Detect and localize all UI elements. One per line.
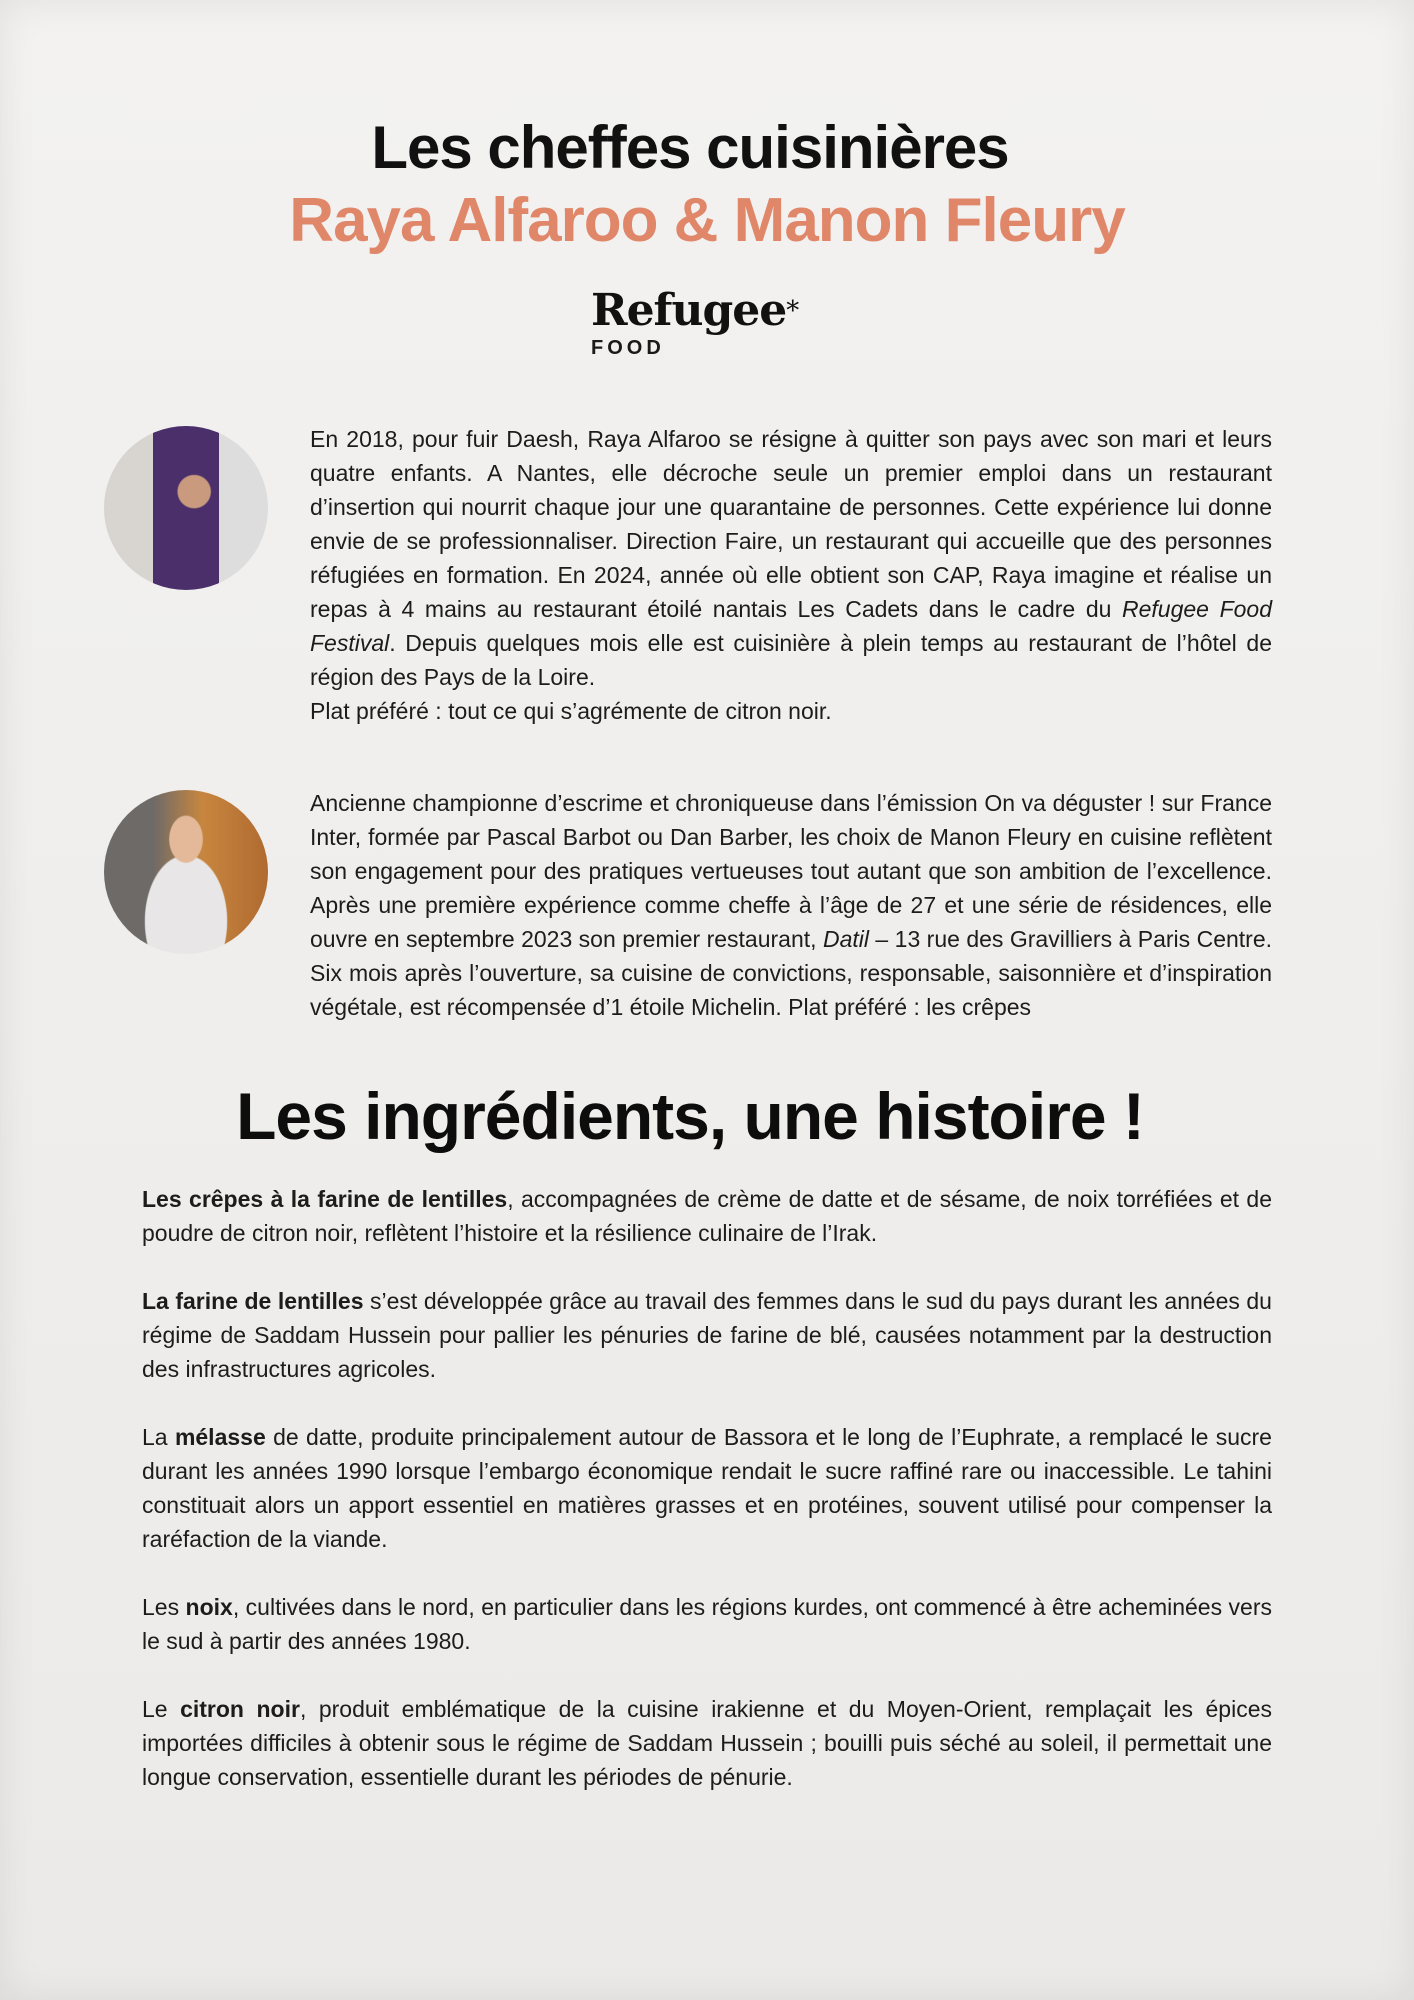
text: Les [142,1594,186,1620]
text: Le [142,1696,181,1722]
bio-italic: Datil [822,926,869,952]
ingredient-paragraph [142,1420,1272,1556]
ingredient-name: noix [185,1594,233,1620]
bio-row-manon-fleury [104,786,1272,1024]
logo-wordmark [591,285,799,336]
ingredient-paragraph [142,1590,1272,1658]
logo-asterisk: * [786,296,799,326]
text: , accompagnées de crème de datte et de sésame, de noix torréfiées et de poudre de citron noir, reflètent l’histoire et la résilience culinaire de l’Irak. [142,1186,1273,1246]
bio-text: En 2018, pour fuir Daesh, Raya Alfaroo se résigne à quitter son pays avec son mari et leurs quatre enfants. A Nantes, elle décroche seule un premier emploi dans un restaurant d’insertion qui nourrit chaque jour une quarantaine de personnes. Cette expérience lui donne envie de se professionnaliser. Direction Faire, un restaurant qui accueille que des personnes réfugiées en formation. En 2024, année où elle obtient son CAP, Raya imagine et réalise un repas à 4 mains au restaurant étoilé nantais Les Cadets dans le cadre du [310,426,1272,622]
logo-name: Refugee [591,285,787,336]
bio-text: . Depuis quelques mois elle est cuisinière à plein temps au restaurant de l’hôtel de région des Pays de la Loire. [310,630,1272,690]
manon-fleury-photo [104,790,268,954]
ingredient-paragraph [142,1692,1272,1794]
logo-sub: FOOD [591,337,665,359]
ingredient-name: Les crêpes à la farine de lentilles [142,1186,508,1212]
text: , cultivées dans le nord, en particulier dans les régions kurdes, ont commencé à être acheminées vers le sud à partir des années 1980. [142,1594,1272,1654]
chefs-names: Raya Alfaroo & Manon Fleury [289,186,1125,255]
bio-italic: Refugee Food Festival [310,596,1272,656]
text: La [142,1424,175,1450]
raya-alfaroo-photo [104,426,268,590]
bio-row-raya-alfaroo [104,422,1272,728]
text: de datte, produite principalement autour de Bassora et le long de l’Euphrate, a remplacé le sucre durant les années 1990 lorsque l’embargo économique rendait le sucre raffiné rare ou inaccessible. Le tahini constituait alors un apport essentiel en matières grasses et en protéines, souvent utilisé pour compenser la raréfaction de la viande. [142,1424,1272,1552]
bio-manon-fleury [310,786,1272,1024]
ingredient-name: citron noir [180,1696,300,1722]
ingredient-paragraph [142,1182,1272,1250]
bio-text: – 13 rue des Gravilliers à Paris Centre. Six mois après l’ouverture, sa cuisine de convictions, responsable, saisonnière et d’inspiration végétale, est récompensée d’1 étoile Michelin. Plat préféré : les crêpes [310,926,1273,1020]
page-title: Les cheffes cuisinières [371,114,1009,181]
ingredient-name: mélasse [174,1424,266,1450]
bio-text: Ancienne championne d’escrime et chroniqueuse dans l’émission On va déguster ! sur France Inter, formée par Pascal Barbot ou Dan Barber, les choix de Manon Fleury en cuisine reflètent son engagement pour des pratiques vertueuses tout autant que son ambition de l’excellence. Après une première expérience comme cheffe à l’âge de 27 et une série de résidences, elle ouvre en septembre 2023 son premier restaurant, [310,790,1272,952]
ingredients-section [142,1182,1272,1794]
text: , produit emblématique de la cuisine irakienne et du Moyen-Orient, remplaçait les épices importées difficiles à obtenir sous le régime de Saddam Hussein ; bouilli puis séché au soleil, il permettait une longue conservation, essentielle durant les périodes de pénurie. [142,1696,1272,1790]
ingredients-heading: Les ingrédients, une histoire ! [236,1079,1144,1153]
refugee-food-logo [591,285,799,360]
bio-favorite: Plat préféré : tout ce qui s’agrémente de citron noir. [310,698,832,724]
text: s’est développée grâce au travail des femmes dans le sud du pays durant les années du régime de Saddam Hussein pour pallier les pénuries de farine de blé, causées notamment par la destruction des infrastructures agricoles. [142,1288,1272,1382]
ingredient-name: La farine de lentilles [142,1288,364,1314]
bio-raya-alfaroo [310,422,1272,728]
ingredient-paragraph [142,1284,1272,1386]
